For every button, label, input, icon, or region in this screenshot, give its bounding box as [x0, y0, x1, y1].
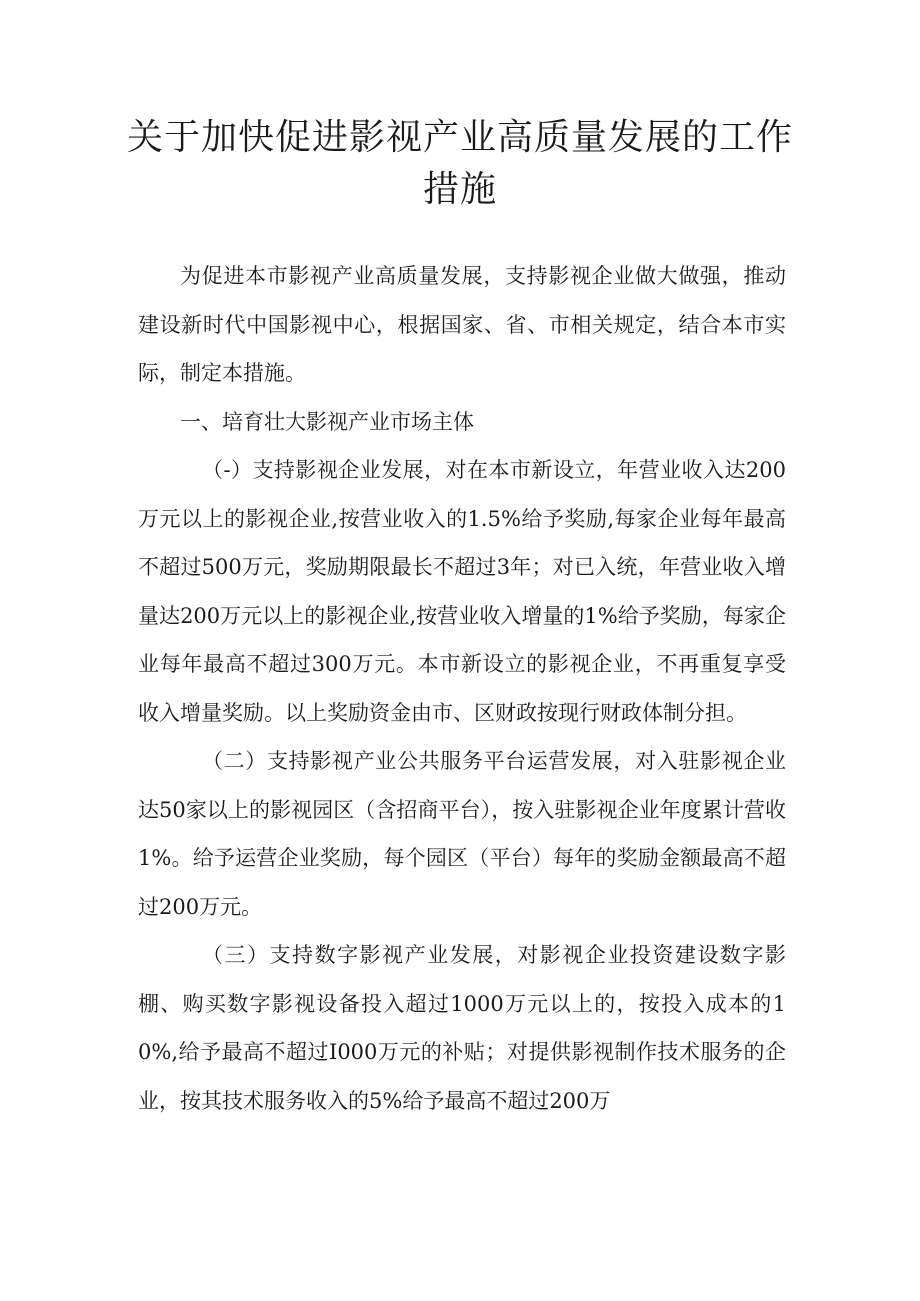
section-heading: 一、培育壮大影视产业市场主体 [180, 409, 474, 434]
measure-item-1: （-）支持影视企业发展，对在本市新设立，年营业收入达200万元以上的影视企业,按营业收入的1.5%给予奖励,每家企业每年最高不超过500万元，奖励期限最长不超过3年；对已入统，年营业收入增量达200万元以上的影视企业,按营业收入增量的1%给予奖励，每家企业每年最高不超过300万元。本市新设立的影视企业，不再重复享受收入增量奖励。以上奖励资金由市、区财政按现行财政体制分担。 [138, 458, 786, 725]
title-line-2: 措施 [422, 169, 497, 210]
title-line-1: 关于加快促进影视产业高质量发展的工作 [126, 117, 793, 158]
measure-item-3: （三）支持数字影视产业发展，对影视企业投资建设数字影棚、购买数字影视设备投入超过1000万元以上的，按投入成本的10%,给予最高不超过I000万元的补贴；对提供影视制作技术服务的企业，按其技术服务收入的5%给予最高不超过200万 [138, 943, 786, 1113]
document-title [120, 112, 800, 216]
document-body [138, 252, 786, 1125]
intro-paragraph: 为促进本市影视产业高质量发展，支持影视企业做大做强，推动建设新时代中国影视中心，根据国家、省、市相关规定，结合本市实际，制定本措施。 [138, 264, 786, 385]
measure-item-2: （二）支持影视产业公共服务平台运营发展，对入驻影视企业达50家以上的影视园区（含招商平台），按入驻影视企业年度累计营收1%。给予运营企业奖励，每个园区（平台）每年的奖励金额最高不超过200万元。 [138, 749, 786, 919]
